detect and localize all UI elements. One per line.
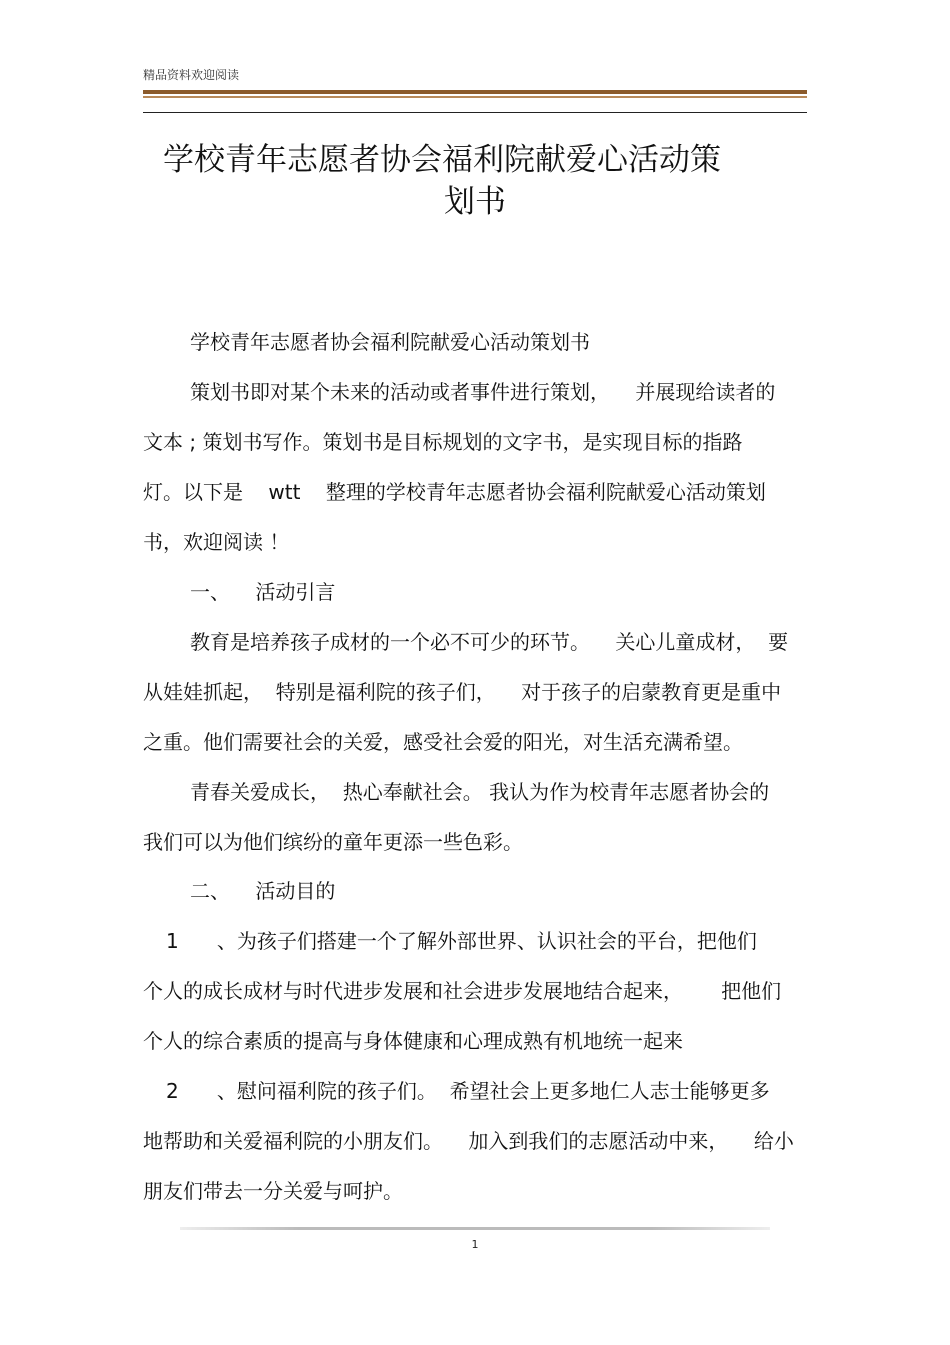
document-title-line-2: 划书	[444, 184, 506, 220]
page-number: 1	[471, 1238, 479, 1251]
header-rule-thin	[143, 96, 807, 98]
document-title-line-1: 学校青年志愿者协会福利院献爱心活动策	[163, 142, 721, 178]
body-line: 1 、为孩子们搭建一个了解外部世界、认识社会的平台，把他们	[166, 929, 757, 953]
body-line: 地帮助和关爱福利院的小朋友们。 加入到我们的志愿活动中来， 给小	[143, 1129, 794, 1153]
body-line: 教育是培养孩子成材的一个必不可少的环节。 关心儿童成材， 要	[190, 630, 789, 654]
body-line: 书，欢迎阅读 ！	[143, 530, 290, 554]
section-heading: 二、 活动目的	[190, 879, 336, 903]
section-heading: 一、 活动引言	[190, 580, 336, 604]
body-line: 策划书即对某个未来的活动或者事件进行策划， 并展现给读者的	[190, 380, 776, 404]
header-rule-line	[143, 112, 807, 113]
body-line: 2 、慰问福利院的孩子们。 希望社会上更多地仁人志士能够更多	[166, 1079, 770, 1103]
body-line: 文本 ; 策划书写作。策划书是目标规划的文字书，是实现目标的指路	[143, 430, 743, 454]
body-line: 之重。他们需要社会的关爱，感受社会爱的阳光，对生活充满希望。	[143, 730, 743, 754]
body-line: 我们可以为他们缤纷的童年更添一些色彩。	[143, 830, 523, 854]
body-line: 个人的综合素质的提高与身体健康和心理成熟有机地统一起来	[143, 1029, 683, 1053]
body-line: 从娃娃抓起， 特别是福利院的孩子们， 对于孩子的启蒙教育更是重中	[143, 680, 782, 704]
body-line: 灯。以下是 wtt 整理的学校青年志愿者协会福利院献爱心活动策划	[143, 480, 766, 504]
body-line: 个人的成长成材与时代进步发展和社会进步发展地结合起来， 把他们	[143, 979, 782, 1003]
body-line: 青春关爱成长， 热心奉献社会。 我认为作为校青年志愿者协会的	[190, 780, 770, 804]
page-header-label: 精品资料欢迎阅读	[143, 68, 240, 82]
body-line: 学校青年志愿者协会福利院献爱心活动策划书	[190, 330, 590, 354]
footer-rule	[180, 1227, 770, 1230]
body-line: 朋友们带去一分关爱与呵护。	[143, 1179, 403, 1203]
header-rule-thick	[143, 90, 807, 94]
